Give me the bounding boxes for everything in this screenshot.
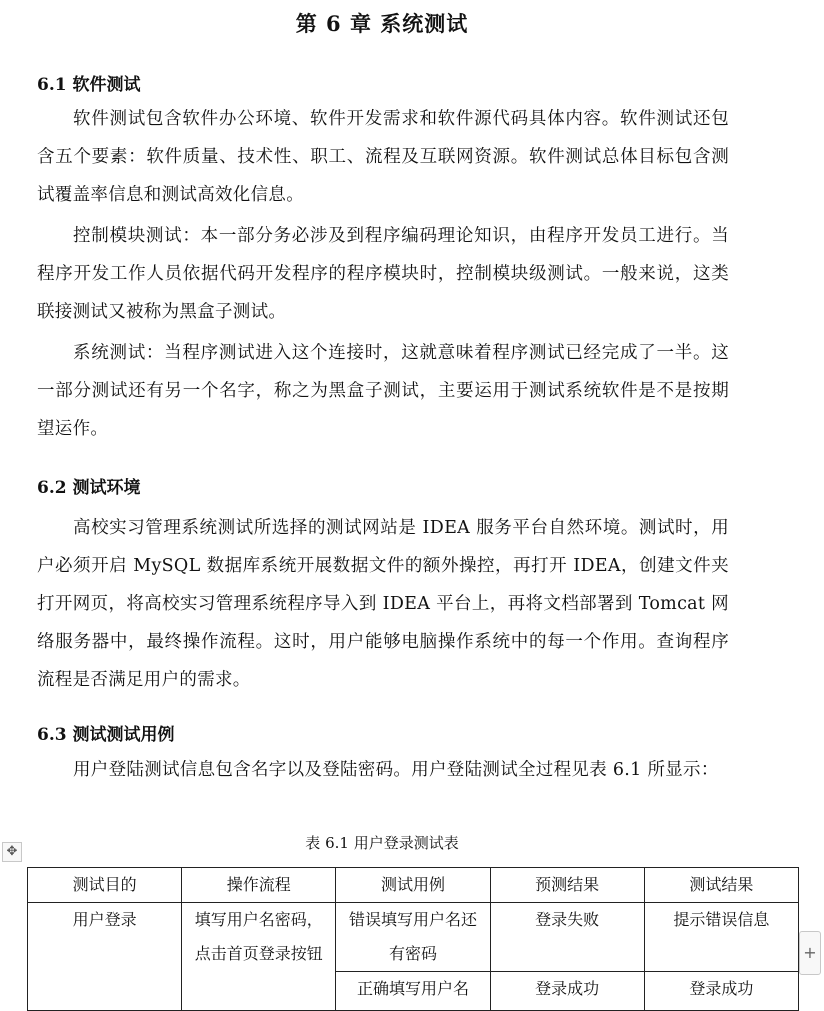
table-header-cell: 预测结果 xyxy=(490,868,644,903)
table-cell: 用户登录 xyxy=(28,903,182,1011)
table-cell: 填写用户名密码，点击首页登录按钮 xyxy=(182,903,336,1011)
table-caption: 表 6.1 用户登录测试表 xyxy=(305,834,459,852)
paragraph: 系统测试：当程序测试进入这个连接时，这就意味着程序测试已经完成了一半。这一部分测试还有另一个名字，称之为黑盒子测试，主要运用于测试系统软件是不是按期望运作。 xyxy=(37,343,729,439)
move-handle-icon[interactable]: ✥ xyxy=(2,842,22,862)
table-header-row xyxy=(28,868,799,903)
plus-icon[interactable]: + xyxy=(799,931,821,975)
chapter-title: 第 6 章 系统测试 xyxy=(295,11,469,36)
table-cell: 登录失败 xyxy=(490,903,644,972)
table-cell: 登录成功 xyxy=(644,972,798,1011)
table-cell: 正确填写用户名 xyxy=(336,972,490,1011)
table-header-cell: 测试用例 xyxy=(336,868,490,903)
paragraph: 用户登陆测试信息包含名字以及登陆密码。用户登陆测试全过程见表 6.1 所显示： xyxy=(73,760,719,780)
table-header-cell: 测试结果 xyxy=(644,868,798,903)
paragraph: 高校实习管理系统测试所选择的测试网站是 IDEA 服务平台自然环境。测试时，用户必须开启 MySQL 数据库系统开展数据文件的额外操控，再打开 IDEA，创建文件夹打开网页，将高校实习管理系统程序导入到 IDEA 平台上，再将文档部署到 Tomcat 网络服务器中，最终操作流程。这时，用户能够电脑操作系统中的每一个作用。查询程序流程是否满足用户的需求。 xyxy=(37,518,729,690)
table-header-cell: 测试目的 xyxy=(28,868,182,903)
section-heading-6-3: 6.3 测试测试用例 xyxy=(37,725,175,745)
paragraph: 软件测试包含软件办公环境、软件开发需求和软件源代码具体内容。软件测试还包含五个要素：软件质量、技术性、职工、流程及互联网资源。软件测试总体目标包含测试覆盖率信息和测试高效化信息。 xyxy=(37,109,729,205)
section-heading-6-1: 6.1 软件测试 xyxy=(37,75,141,95)
table-cell: 错误填写用户名还有密码 xyxy=(336,903,490,972)
table-row xyxy=(28,903,799,972)
table-header-cell: 操作流程 xyxy=(182,868,336,903)
section-heading-6-2: 6.2 测试环境 xyxy=(37,478,141,498)
table-cell: 登录成功 xyxy=(490,972,644,1011)
paragraph: 控制模块测试：本一部分务必涉及到程序编码理论知识，由程序开发员工进行。当程序开发工作人员依据代码开发程序的程序模块时，控制模块级测试。一般来说，这类联接测试又被称为黑盒子测试。 xyxy=(37,226,729,322)
login-test-table xyxy=(27,867,799,1011)
table-cell: 提示错误信息 xyxy=(644,903,798,972)
